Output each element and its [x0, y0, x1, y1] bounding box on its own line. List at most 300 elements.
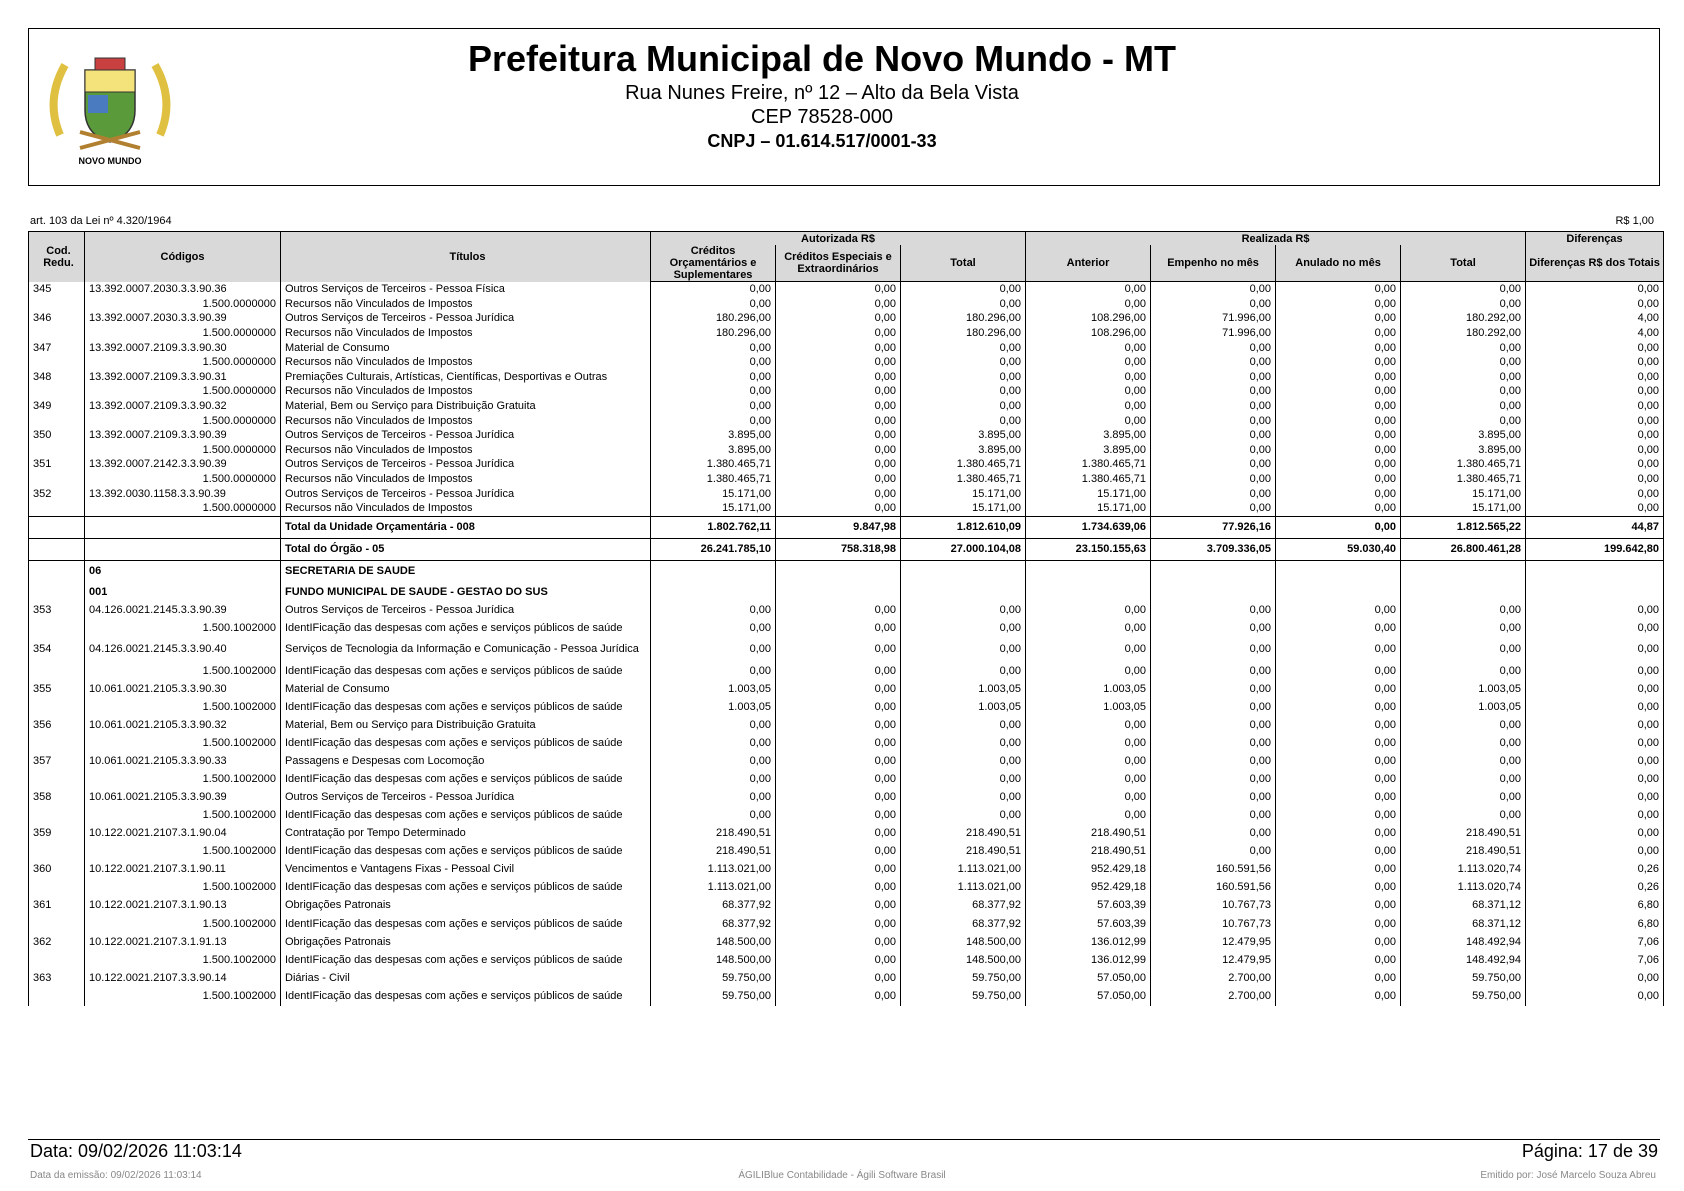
- cell-code: 1.500.1002000: [85, 768, 281, 790]
- cnpj: CNPJ – 01.614.517/0001-33: [707, 131, 937, 151]
- cell-value: 3.895,00: [1026, 443, 1151, 458]
- cell-cod: 355: [29, 682, 85, 697]
- cell-value: 59.750,00: [901, 970, 1026, 985]
- cell-value: 136.012,99: [1026, 934, 1151, 949]
- cell-value: 0,00: [1026, 718, 1151, 733]
- cell-value: 0,00: [1276, 913, 1401, 935]
- cell-title: IdentIFicação das despesas com ações e serviços públicos de saúde: [281, 841, 651, 863]
- cell-cod: [29, 660, 85, 682]
- cell-cod: 358: [29, 790, 85, 805]
- cell-value: 0,00: [776, 682, 901, 697]
- table-row: [29, 297, 1664, 312]
- address: Rua Nunes Freire, nº 12 – Alto da Bela Vista: [625, 82, 1019, 104]
- cell-value: 0,00: [1526, 985, 1664, 1007]
- cell-code: 1.500.1002000: [85, 877, 281, 899]
- cell-value: 4,00: [1526, 326, 1664, 341]
- cell-value: 199.642,80: [1526, 538, 1664, 560]
- cell-value: 0,00: [1151, 826, 1276, 841]
- cell-title: Recursos não Vinculados de Impostos: [281, 384, 651, 399]
- cell-title: Recursos não Vinculados de Impostos: [281, 472, 651, 487]
- cell-value: 0,00: [1401, 660, 1526, 682]
- cell-code: 1.500.0000000: [85, 326, 281, 341]
- cell-title: Vencimentos e Vantagens Fixas - Pessoal Civil: [281, 862, 651, 877]
- cell-value: 26.241.785,10: [651, 538, 776, 560]
- cell-value: [1526, 582, 1664, 603]
- cell-value: 0,00: [776, 970, 901, 985]
- cell-value: 0,00: [1026, 804, 1151, 826]
- cell-value: [1526, 560, 1664, 582]
- cell-value: 0,00: [776, 297, 901, 312]
- cell-cod: [29, 501, 85, 516]
- cell-value: 0,00: [901, 732, 1026, 754]
- cell-title: Recursos não Vinculados de Impostos: [281, 355, 651, 370]
- cell-value: 0,00: [1276, 340, 1401, 355]
- cell-value: 0,00: [1026, 768, 1151, 790]
- cell-value: 15.171,00: [651, 501, 776, 516]
- cell-value: 0,00: [1151, 384, 1276, 399]
- cell-cod: [29, 516, 85, 538]
- cell-value: 0,00: [901, 340, 1026, 355]
- group-diferencas: Diferenças: [1526, 232, 1664, 246]
- cell-value: 218.490,51: [1026, 826, 1151, 841]
- cell-value: 0,00: [1526, 660, 1664, 682]
- cell-cod: [29, 696, 85, 718]
- table-row: [29, 682, 1664, 697]
- cell-value: 0,00: [901, 790, 1026, 805]
- cell-value: 0,00: [776, 949, 901, 971]
- cell-cod: [29, 297, 85, 312]
- software-credit: ÁGILIBlue Contabilidade - Ágili Software Brasil: [738, 1170, 946, 1181]
- cell-value: 1.003,05: [1401, 682, 1526, 697]
- cell-value: 12.479,95: [1151, 949, 1276, 971]
- cell-cod: 351: [29, 457, 85, 472]
- cell-value: 218.490,51: [1401, 826, 1526, 841]
- cell-value: 0,00: [776, 862, 901, 877]
- cell-value: 1.812.610,09: [901, 516, 1026, 538]
- cell-value: 0,00: [1526, 790, 1664, 805]
- cell-value: 0,00: [1526, 472, 1664, 487]
- cell-value: 0,00: [1276, 768, 1401, 790]
- cell-value: 0,00: [1526, 340, 1664, 355]
- cell-value: 0,00: [1276, 934, 1401, 949]
- cell-value: 0,00: [901, 399, 1026, 414]
- cell-value: 0,00: [1151, 370, 1276, 385]
- cell-value: 0,00: [1276, 428, 1401, 443]
- cell-code: 1.500.0000000: [85, 355, 281, 370]
- cell-value: [1276, 582, 1401, 603]
- cell-value: 1.113.021,00: [651, 862, 776, 877]
- cell-value: 0,00: [1276, 282, 1401, 297]
- table-row: [29, 501, 1664, 516]
- cell-cod: 357: [29, 754, 85, 769]
- cell-value: 0,00: [1526, 768, 1664, 790]
- cell-value: 0,00: [1151, 472, 1276, 487]
- cell-title: Outros Serviços de Terceiros - Pessoa Jurídica: [281, 457, 651, 472]
- cell-value: 0,00: [776, 311, 901, 326]
- cell-value: 10.767,73: [1151, 913, 1276, 935]
- cell-value: 1.003,05: [651, 682, 776, 697]
- table-row: [29, 472, 1664, 487]
- cell-value: 0,00: [1276, 862, 1401, 877]
- cell-value: 0,00: [1026, 340, 1151, 355]
- cell-value: 0,00: [1276, 877, 1401, 899]
- cell-value: 0,00: [776, 501, 901, 516]
- cell-code: 1.500.0000000: [85, 297, 281, 312]
- cell-title: Premiações Culturais, Artísticas, Científicas, Desportivas e Outras: [281, 370, 651, 385]
- cell-value: 1.003,05: [901, 696, 1026, 718]
- col-creditos: Créditos Orçamentários e Suplementares: [651, 245, 776, 282]
- cell-value: 0,00: [901, 370, 1026, 385]
- cell-cod: 353: [29, 603, 85, 618]
- col-total-autorizada: Total: [901, 245, 1026, 282]
- cell-code: 10.061.0021.2105.3.3.90.33: [85, 754, 281, 769]
- cell-title: IdentIFicação das despesas com ações e serviços públicos de saúde: [281, 985, 651, 1007]
- cell-value: [1401, 560, 1526, 582]
- cell-value: 0,00: [1151, 768, 1276, 790]
- cell-value: 12.479,95: [1151, 934, 1276, 949]
- legal-reference: art. 103 da Lei nº 4.320/1964: [30, 215, 172, 227]
- table-row: [29, 826, 1664, 841]
- cell-value: [776, 560, 901, 582]
- cell-value: 15.171,00: [1401, 486, 1526, 501]
- cell-value: 148.500,00: [651, 949, 776, 971]
- cell-value: 0,00: [901, 603, 1026, 618]
- col-anterior: Anterior: [1026, 245, 1151, 282]
- cell-value: 3.895,00: [1401, 443, 1526, 458]
- table-row: [29, 384, 1664, 399]
- cell-value: 0,00: [1276, 413, 1401, 428]
- cell-value: 3.895,00: [1401, 428, 1526, 443]
- cell-value: 1.380.465,71: [1026, 457, 1151, 472]
- cell-value: 0,00: [1401, 603, 1526, 618]
- cell-cod: 359: [29, 826, 85, 841]
- cell-title: Material de Consumo: [281, 682, 651, 697]
- cell-title: Outros Serviços de Terceiros - Pessoa Jurídica: [281, 311, 651, 326]
- cell-title: Recursos não Vinculados de Impostos: [281, 501, 651, 516]
- cell-value: 10.767,73: [1151, 898, 1276, 913]
- cell-value: 1.380.465,71: [651, 472, 776, 487]
- cell-value: 0,00: [1151, 282, 1276, 297]
- cell-value: 0,00: [651, 754, 776, 769]
- table-row: [29, 949, 1664, 971]
- cell-cod: 350: [29, 428, 85, 443]
- table-row: [29, 732, 1664, 754]
- cell-value: 952.429,18: [1026, 862, 1151, 877]
- cell-code: [85, 516, 281, 538]
- cell-value: 0,00: [1151, 754, 1276, 769]
- cell-value: 0,00: [776, 413, 901, 428]
- cell-value: 0,00: [1526, 413, 1664, 428]
- table-row: [29, 718, 1664, 733]
- cell-value: 0,00: [776, 617, 901, 639]
- cell-value: 0,00: [651, 340, 776, 355]
- cell-cod: 347: [29, 340, 85, 355]
- table-row: [29, 970, 1664, 985]
- cell-cod: 346: [29, 311, 85, 326]
- cell-value: 0,00: [1276, 682, 1401, 697]
- cell-value: 0,00: [901, 617, 1026, 639]
- cell-title: IdentIFicação das despesas com ações e serviços públicos de saúde: [281, 949, 651, 971]
- cell-value: 0,00: [776, 804, 901, 826]
- cell-cod: [29, 443, 85, 458]
- cell-cod: 360: [29, 862, 85, 877]
- cell-title: Outros Serviços de Terceiros - Pessoa Jurídica: [281, 486, 651, 501]
- table-row: [29, 486, 1664, 501]
- cell-value: 0,00: [1276, 949, 1401, 971]
- col-especiais: Créditos Especiais e Extraordinários: [776, 245, 901, 282]
- cell-value: 1.113.021,00: [901, 862, 1026, 877]
- cell-code: 13.392.0007.2109.3.3.90.32: [85, 399, 281, 414]
- col-cod: Cod. Redu.: [29, 232, 85, 282]
- cell-value: [651, 560, 776, 582]
- cell-cod: 352: [29, 486, 85, 501]
- cell-value: 0,00: [901, 384, 1026, 399]
- cell-value: 0,26: [1526, 862, 1664, 877]
- col-anulado: Anulado no mês: [1276, 245, 1401, 282]
- cell-value: 0,00: [776, 660, 901, 682]
- cell-code: 1.500.0000000: [85, 384, 281, 399]
- cell-value: 1.380.465,71: [1026, 472, 1151, 487]
- cell-value: 0,00: [1151, 486, 1276, 501]
- cell-value: 0,00: [1151, 639, 1276, 661]
- cell-value: 23.150.155,63: [1026, 538, 1151, 560]
- cell-value: 0,00: [1526, 399, 1664, 414]
- cell-title: Serviços de Tecnologia da Informação e Comunicação - Pessoa Jurídica: [281, 639, 651, 661]
- cell-value: 0,00: [1151, 718, 1276, 733]
- cell-value: 0,00: [776, 934, 901, 949]
- cell-value: 15.171,00: [651, 486, 776, 501]
- cell-code: 10.061.0021.2105.3.3.90.39: [85, 790, 281, 805]
- cell-value: 0,00: [1151, 457, 1276, 472]
- budget-table: [28, 231, 1664, 1006]
- cell-value: 0,00: [651, 370, 776, 385]
- cell-value: 218.490,51: [651, 826, 776, 841]
- cell-value: 4,00: [1526, 311, 1664, 326]
- table-row: [29, 428, 1664, 443]
- cell-value: 0,00: [1026, 754, 1151, 769]
- cell-value: 218.490,51: [901, 826, 1026, 841]
- cell-title: Obrigações Patronais: [281, 934, 651, 949]
- cell-cod: [29, 582, 85, 603]
- cell-value: 0,00: [1151, 501, 1276, 516]
- cell-value: 218.490,51: [901, 841, 1026, 863]
- emission-date: Data da emissão: 09/02/2026 11:03:14: [30, 1170, 202, 1181]
- cell-code: 04.126.0021.2145.3.3.90.39: [85, 603, 281, 618]
- cell-value: 0,00: [1526, 841, 1664, 863]
- cell-value: 0,00: [901, 297, 1026, 312]
- cell-title: IdentIFicação das despesas com ações e serviços públicos de saúde: [281, 660, 651, 682]
- cell-value: 0,00: [1026, 660, 1151, 682]
- cell-value: 0,00: [776, 384, 901, 399]
- cell-value: 0,00: [776, 790, 901, 805]
- cell-value: 0,00: [1276, 718, 1401, 733]
- cell-value: 0,00: [651, 399, 776, 414]
- cell-value: 0,00: [776, 639, 901, 661]
- report-date: Data: 09/02/2026 11:03:14: [30, 1141, 242, 1161]
- cell-value: 0,00: [1401, 399, 1526, 414]
- cell-value: 1.113.020,74: [1401, 862, 1526, 877]
- cell-value: 0,00: [1526, 297, 1664, 312]
- cell-cod: [29, 841, 85, 863]
- cell-title: IdentIFicação das despesas com ações e serviços públicos de saúde: [281, 768, 651, 790]
- cell-value: 180.296,00: [901, 311, 1026, 326]
- table-row: [29, 355, 1664, 370]
- cell-value: 180.296,00: [651, 326, 776, 341]
- cell-code: 1.500.1002000: [85, 949, 281, 971]
- col-titulos: Títulos: [281, 232, 651, 282]
- cell-value: 7,06: [1526, 934, 1664, 949]
- cell-cod: 362: [29, 934, 85, 949]
- cell-value: 3.709.336,05: [1151, 538, 1276, 560]
- cell-value: 0,00: [776, 340, 901, 355]
- cell-title: Passagens e Despesas com Locomoção: [281, 754, 651, 769]
- cell-value: 0,00: [776, 898, 901, 913]
- cell-value: 0,00: [1276, 732, 1401, 754]
- cell-title: SECRETARIA DE SAUDE: [281, 560, 651, 582]
- cell-value: 0,00: [1526, 718, 1664, 733]
- cell-code: 13.392.0007.2142.3.3.90.39: [85, 457, 281, 472]
- cell-value: 0,00: [1401, 340, 1526, 355]
- cell-code: 1.500.1002000: [85, 732, 281, 754]
- cell-code: 1.500.1002000: [85, 985, 281, 1007]
- cell-value: 0,00: [776, 282, 901, 297]
- cell-title: IdentIFicação das despesas com ações e serviços públicos de saúde: [281, 617, 651, 639]
- cell-value: 3.895,00: [651, 443, 776, 458]
- cell-value: 0,00: [1276, 754, 1401, 769]
- cell-value: 0,00: [901, 660, 1026, 682]
- cell-value: 0,00: [1151, 790, 1276, 805]
- cell-value: 0,00: [1151, 660, 1276, 682]
- cell-value: 0,00: [1026, 355, 1151, 370]
- cell-value: 0,00: [1026, 297, 1151, 312]
- cell-cod: 348: [29, 370, 85, 385]
- table-row: [29, 326, 1664, 341]
- cell-code: 13.392.0030.1158.3.3.90.39: [85, 486, 281, 501]
- cell-value: 3.895,00: [651, 428, 776, 443]
- cell-value: 0,00: [1276, 370, 1401, 385]
- cell-value: 148.492,94: [1401, 934, 1526, 949]
- cell-value: 2.700,00: [1151, 970, 1276, 985]
- cell-code: 13.392.0007.2109.3.3.90.30: [85, 340, 281, 355]
- cell-value: 0,00: [1526, 804, 1664, 826]
- table-row: [29, 370, 1664, 385]
- cell-value: 3.895,00: [1026, 428, 1151, 443]
- cell-value: 160.591,56: [1151, 877, 1276, 899]
- cell-value: 0,00: [1276, 516, 1401, 538]
- table-row: [29, 877, 1664, 899]
- table-row: [29, 696, 1664, 718]
- cell-value: 59.750,00: [1401, 985, 1526, 1007]
- cell-value: 0,00: [1276, 457, 1401, 472]
- cell-value: 59.750,00: [901, 985, 1026, 1007]
- cell-value: 2.700,00: [1151, 985, 1276, 1007]
- cell-value: 148.500,00: [901, 949, 1026, 971]
- cell-code: 13.392.0007.2030.3.3.90.36: [85, 282, 281, 297]
- cell-value: 0,00: [776, 486, 901, 501]
- cell-code: 1.500.0000000: [85, 413, 281, 428]
- cell-cod: 361: [29, 898, 85, 913]
- cell-cod: [29, 472, 85, 487]
- cell-value: [1026, 560, 1151, 582]
- cell-code: 1.500.1002000: [85, 841, 281, 863]
- cell-value: 0,00: [1151, 443, 1276, 458]
- cell-value: 0,00: [1026, 790, 1151, 805]
- cell-value: 0,00: [776, 913, 901, 935]
- cell-title: Recursos não Vinculados de Impostos: [281, 297, 651, 312]
- cell-value: 27.000.104,08: [901, 538, 1026, 560]
- cell-value: 0,00: [651, 790, 776, 805]
- cell-value: 1.003,05: [651, 696, 776, 718]
- cell-value: 7,06: [1526, 949, 1664, 971]
- cell-value: 0,00: [1401, 754, 1526, 769]
- cell-cod: 354: [29, 639, 85, 661]
- cell-value: 0,00: [901, 639, 1026, 661]
- table-row: [29, 660, 1664, 682]
- cell-value: 71.996,00: [1151, 326, 1276, 341]
- cell-value: 68.377,92: [651, 913, 776, 935]
- cell-value: 1.380.465,71: [651, 457, 776, 472]
- cell-value: 26.800.461,28: [1401, 538, 1526, 560]
- cell-cod: [29, 413, 85, 428]
- cell-value: 0,00: [1401, 718, 1526, 733]
- cell-value: 0,00: [1526, 443, 1664, 458]
- table-row: [29, 443, 1664, 458]
- cell-value: 0,00: [651, 384, 776, 399]
- cell-code: 10.122.0021.2107.3.1.90.04: [85, 826, 281, 841]
- cell-value: 15.171,00: [901, 486, 1026, 501]
- cell-value: 0,00: [1276, 384, 1401, 399]
- cell-value: 0,00: [1026, 370, 1151, 385]
- table-row: [29, 311, 1664, 326]
- cell-value: 0,00: [1276, 311, 1401, 326]
- cell-value: 1.380.465,71: [1401, 472, 1526, 487]
- cell-value: 15.171,00: [1026, 486, 1151, 501]
- table-row: [29, 934, 1664, 949]
- cell-value: 0,00: [1401, 413, 1526, 428]
- cell-title: FUNDO MUNICIPAL DE SAUDE - GESTAO DO SUS: [281, 582, 651, 603]
- cell-value: 59.750,00: [651, 970, 776, 985]
- cell-value: 0,00: [776, 443, 901, 458]
- cell-value: 0,00: [1526, 457, 1664, 472]
- cell-value: 1.113.020,74: [1401, 877, 1526, 899]
- cell-value: 0,00: [1276, 639, 1401, 661]
- cell-value: 0,00: [1276, 501, 1401, 516]
- cell-value: 0,00: [1276, 472, 1401, 487]
- cell-title: Outros Serviços de Terceiros - Pessoa Jurídica: [281, 790, 651, 805]
- cell-code: 13.392.0007.2109.3.3.90.39: [85, 428, 281, 443]
- cell-value: 0,00: [1151, 297, 1276, 312]
- cell-code: 1.500.0000000: [85, 501, 281, 516]
- cell-title: IdentIFicação das despesas com ações e serviços públicos de saúde: [281, 804, 651, 826]
- cell-value: 0,00: [1401, 370, 1526, 385]
- cep: CEP 78528-000: [751, 106, 893, 128]
- table-row: [29, 603, 1664, 618]
- cell-value: 0,00: [1151, 841, 1276, 863]
- cell-value: 0,00: [776, 370, 901, 385]
- cell-value: 0,00: [1151, 804, 1276, 826]
- col-codigos: Códigos: [85, 232, 281, 282]
- cell-cod: [29, 538, 85, 560]
- table-row: [29, 768, 1664, 790]
- table-row: [29, 913, 1664, 935]
- cell-value: 15.171,00: [1401, 501, 1526, 516]
- cell-value: 0,00: [1401, 790, 1526, 805]
- cell-value: 0,00: [1151, 732, 1276, 754]
- cell-title: Contratação por Tempo Determinado: [281, 826, 651, 841]
- cell-code: 06: [85, 560, 281, 582]
- cell-cod: [29, 560, 85, 582]
- group-autorizada: Autorizada R$: [651, 232, 1026, 246]
